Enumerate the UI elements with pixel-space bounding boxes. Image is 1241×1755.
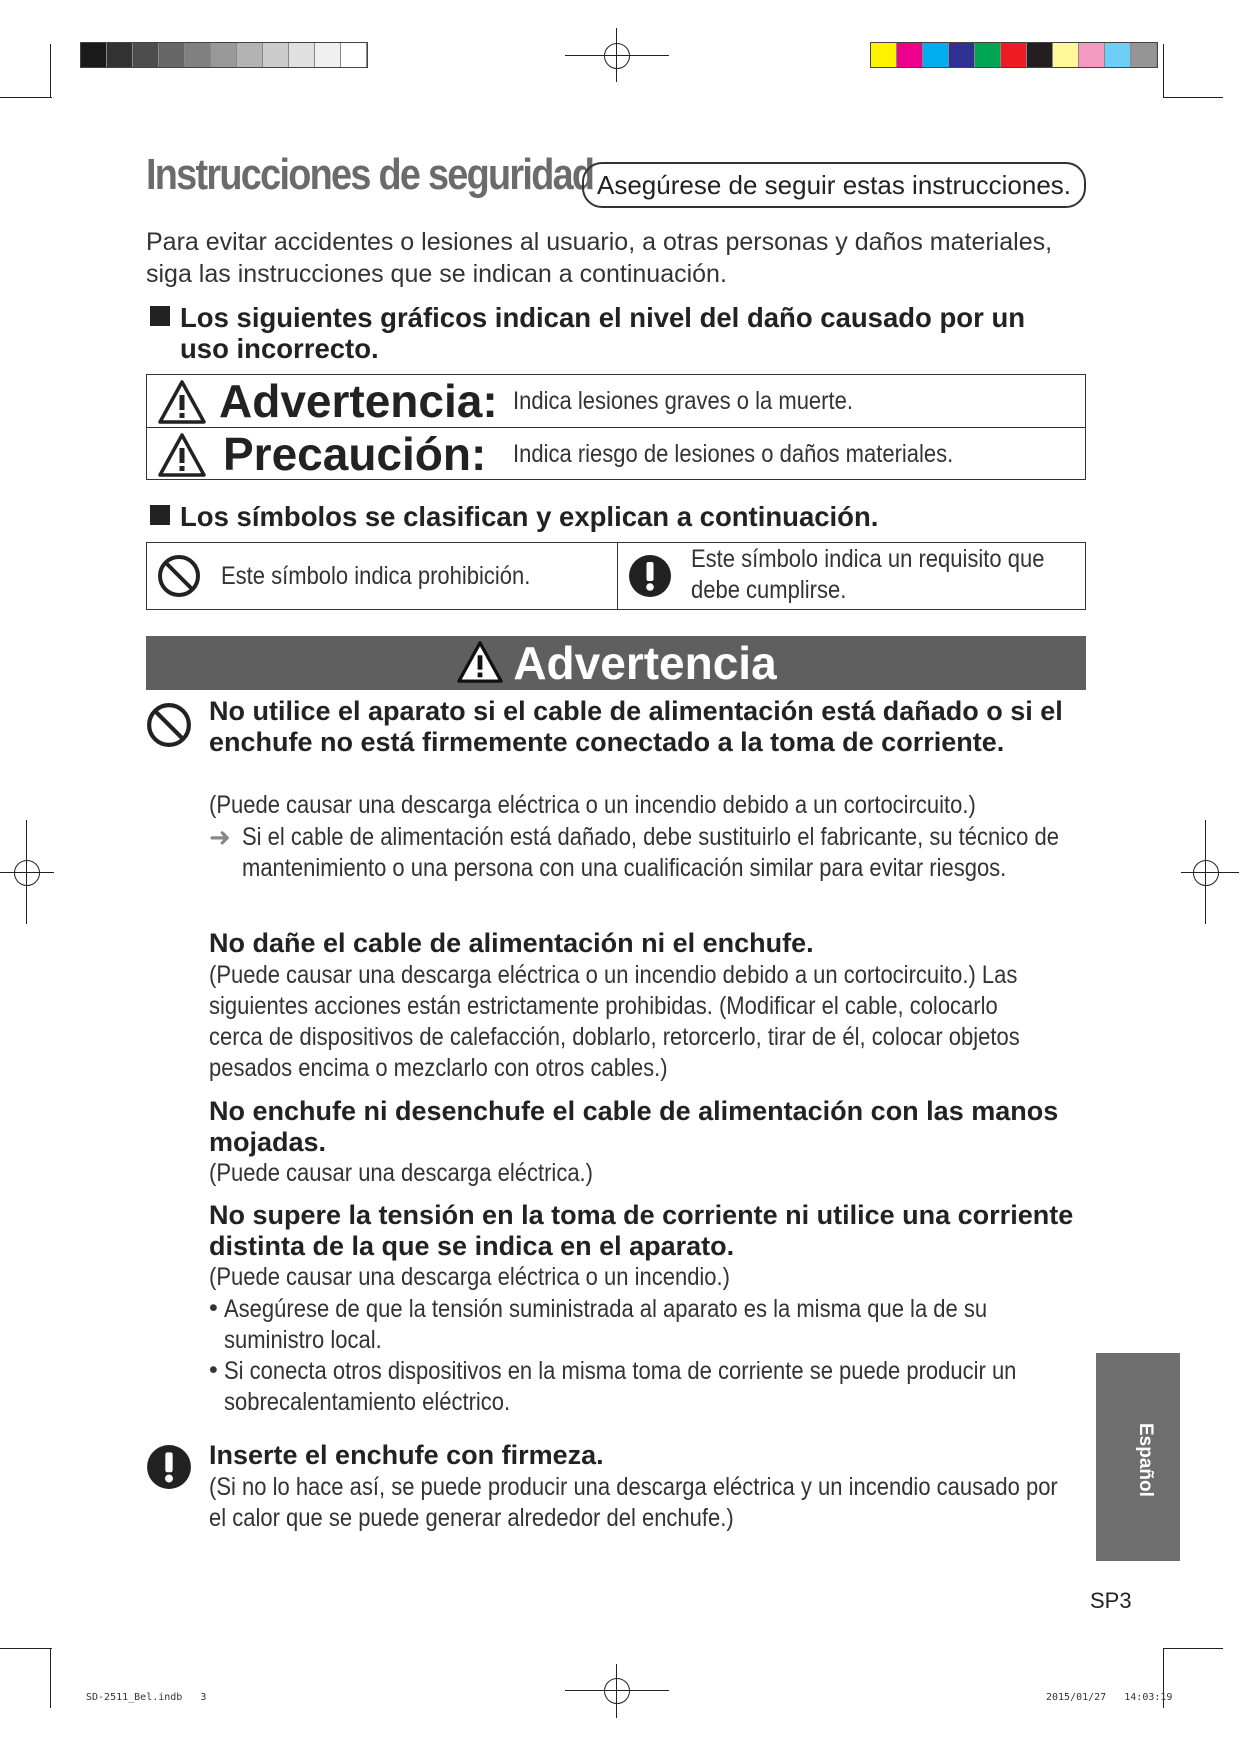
mandatory-action-icon: [628, 554, 672, 598]
gray-swatch: [185, 43, 211, 67]
prohibition-icon: [146, 702, 192, 748]
symbols-heading-text: Los símbolos se clasifican y explican a continuación.: [180, 501, 879, 532]
warning-desc: Indica lesiones graves o la muerte.: [513, 387, 853, 415]
gray-swatch: [211, 43, 237, 67]
bullet-icon: •: [209, 1356, 218, 1384]
footer-file-info: SD-2511_Bel.indb 3: [86, 1692, 207, 1703]
requirement-cell: [618, 543, 1085, 609]
warning-item-2-note: (Puede causar una descarga eléctrica o un incendio debido a un cortocircuito.) Las siguientes acciones están estrictamente prohibidas. (Modificar el cable, colocarlo cerca de dispositivos de calefacción, doblarlo, retorcerlo, tirar de él, colocar objetos pesados encima o mezclarlo con otros cables.): [209, 961, 1020, 1082]
intro-text: Para evitar accidentes o lesiones al usuario, a otras personas y daños materiales, siga las instrucciones que se indican a continuación.: [146, 228, 1053, 288]
color-swatch: [1053, 43, 1079, 67]
caution-label: Precaución:: [223, 428, 487, 480]
mandatory-action-icon: [146, 1444, 192, 1490]
title-badge: Asegúrese de seguir estas instrucciones.: [582, 162, 1086, 208]
footer-date-info: 2015/01/27 14:03:19: [1046, 1692, 1173, 1703]
levels-heading-line2: uso incorrecto.: [180, 333, 379, 364]
warning-item-2-heading: No dañe el cable de alimentación ni el enchufe.: [209, 928, 814, 958]
warning-item-5-heading: Inserte el enchufe con firmeza.: [209, 1440, 604, 1470]
gray-swatch: [133, 43, 159, 67]
gray-swatch: [159, 43, 185, 67]
caution-triangle-icon: [157, 432, 207, 478]
gray-swatch: [81, 43, 107, 67]
square-bullet-icon: [150, 505, 170, 525]
language-tab-label: Español: [1135, 1423, 1156, 1497]
gray-color-bar: [80, 42, 368, 68]
process-color-bar: [870, 42, 1158, 68]
page-number: SP3: [1090, 1588, 1132, 1613]
warning-item-4-note: (Puede causar una descarga eléctrica o un incendio.): [209, 1263, 730, 1291]
warning-item-4-bullet-2: Si conecta otros dispositivos en la misma toma de corriente se puede producir un sobrecalentamiento eléctrico.: [224, 1357, 1017, 1416]
warning-item-4-bullet-1: Asegúrese de que la tensión suministrada al aparato es la misma que la de su suministro local.: [224, 1295, 988, 1354]
color-swatch: [975, 43, 1001, 67]
warning-label: Advertencia:: [219, 375, 498, 427]
warning-triangle-icon: [455, 640, 505, 684]
gray-swatch: [237, 43, 263, 67]
levels-heading: [150, 302, 1100, 364]
prohibition-cell: [147, 543, 618, 609]
language-side-tab: [1096, 1353, 1180, 1561]
color-swatch: [1001, 43, 1027, 67]
warning-item-5-note: (Si no lo hace así, se puede producir una descarga eléctrica y un incendio causado por el calor que se puede generar alrededor del enchufe.): [209, 1473, 1058, 1532]
page-title: Instrucciones de seguridad: [146, 150, 594, 199]
gray-swatch: [107, 43, 133, 67]
gray-swatch: [263, 43, 289, 67]
color-swatch: [871, 43, 897, 67]
symbols-heading: [150, 501, 1100, 532]
warning-item-3-heading: No enchufe ni desenchufe el cable de alimentación con las manos mojadas.: [209, 1096, 1059, 1157]
prohibition-desc: Este símbolo indica prohibición.: [221, 562, 531, 590]
color-swatch: [949, 43, 975, 67]
color-swatch: [923, 43, 949, 67]
warning-item-3-note: (Puede causar una descarga eléctrica.): [209, 1159, 593, 1187]
square-bullet-icon: [150, 306, 170, 326]
color-swatch: [1027, 43, 1053, 67]
prohibition-icon: [157, 554, 201, 598]
warning-item-1-note: (Puede causar una descarga eléctrica o un incendio debido a un cortocircuito.): [209, 791, 976, 819]
warning-item-1-heading: No utilice el aparato si el cable de alimentación está dañado o si el enchufe no está firmemente conectado a la toma de corriente.: [209, 696, 1063, 757]
gray-swatch: [341, 43, 367, 67]
hazard-levels-table: [146, 374, 1086, 480]
color-swatch: [1131, 43, 1157, 67]
color-swatch: [1079, 43, 1105, 67]
warning-item-4-heading: No supere la tensión en la toma de corriente ni utilice una corriente distinta de la que se indica en el aparato.: [209, 1200, 1074, 1261]
warning-section-title: Advertencia: [513, 637, 777, 689]
gray-swatch: [315, 43, 341, 67]
warning-level-row: [147, 375, 1085, 427]
symbols-table: [146, 542, 1086, 610]
color-swatch: [1105, 43, 1131, 67]
warning-section-bar: [146, 636, 1086, 690]
warning-triangle-icon: [157, 379, 207, 425]
levels-heading-line1: Los siguientes gráficos indican el nivel del daño causado por un: [180, 302, 1026, 333]
color-swatch: [897, 43, 923, 67]
requirement-desc: Este símbolo indica un requisito que debe cumplirse.: [691, 545, 1045, 604]
bullet-icon: •: [209, 1294, 218, 1322]
warning-item-1-arrow-text: Si el cable de alimentación está dañado, debe sustituirlo el fabricante, su técnico de mantenimiento o una persona con una cualificación similar para evitar riesgos.: [242, 823, 1059, 882]
caution-level-row: [147, 427, 1085, 480]
arrow-right-icon: ➜: [209, 822, 231, 852]
caution-desc: Indica riesgo de lesiones o daños materiales.: [513, 440, 954, 468]
gray-swatch: [289, 43, 315, 67]
